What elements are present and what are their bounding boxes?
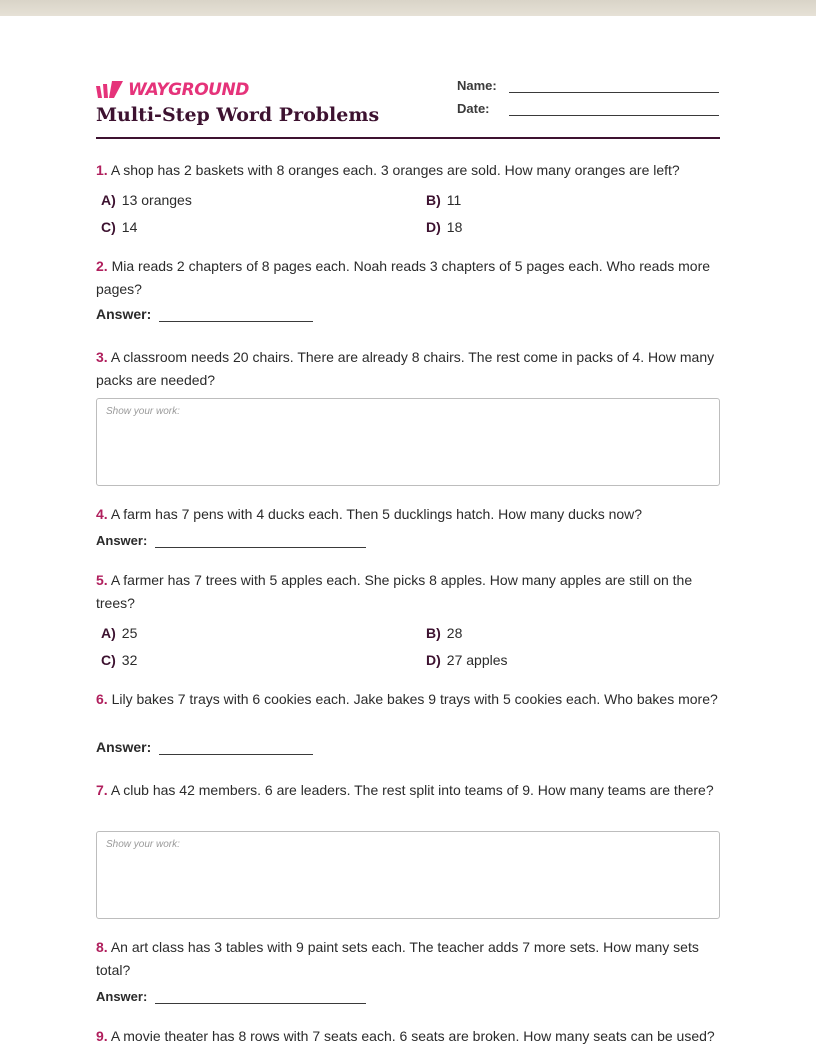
question-9	[96, 1025, 720, 1048]
option-c[interactable]: C) 32	[101, 652, 138, 668]
question-text: A shop has 2 baskets with 8 oranges each. 3 oranges are sold. How many oranges are left?	[110, 162, 680, 178]
question-number: 4.	[96, 506, 108, 522]
option-d[interactable]: D) 27 apples	[426, 652, 508, 668]
question-7	[96, 779, 720, 802]
wayground-logo-icon	[96, 81, 124, 99]
question-4	[96, 503, 720, 526]
work-box-placeholder: Show your work:	[106, 839, 180, 850]
date-field-line[interactable]	[509, 103, 719, 116]
date-label: Date:	[457, 101, 490, 116]
header-divider	[96, 137, 720, 139]
option-a[interactable]: A) 13 oranges	[101, 192, 192, 208]
question-6-answer	[96, 739, 313, 755]
question-number: 2.	[96, 258, 108, 274]
answer-label: Answer:	[96, 739, 152, 755]
answer-label: Answer:	[96, 533, 148, 548]
question-number: 6.	[96, 691, 108, 707]
question-8-answer	[96, 989, 366, 1004]
question-8	[96, 936, 720, 981]
question-number: 7.	[96, 782, 108, 798]
answer-line[interactable]	[155, 533, 366, 548]
question-text: Mia reads 2 chapters of 8 pages each. Noah reads 3 chapters of 5 pages each. Who reads more pages?	[96, 258, 711, 297]
option-c[interactable]: C) 14	[101, 219, 138, 235]
viewer-top-bar	[0, 0, 816, 16]
answer-label: Answer:	[96, 306, 152, 322]
brand-logo	[96, 80, 249, 100]
question-text: A movie theater has 8 rows with 7 seats each. 6 seats are broken. How many seats can be used?	[110, 1028, 715, 1044]
question-text: A classroom needs 20 chairs. There are already 8 chairs. The rest come in packs of 4. How many packs are needed?	[96, 349, 715, 388]
answer-line[interactable]	[159, 740, 313, 755]
brand-name: WAYGROUND	[128, 80, 249, 100]
option-d[interactable]: D) 18	[426, 219, 463, 235]
question-text: A farm has 7 pens with 4 ducks each. Then 5 ducklings hatch. How many ducks now?	[110, 506, 643, 522]
question-1	[96, 159, 720, 182]
question-text: A farmer has 7 trees with 5 apples each. She picks 8 apples. How many apples are still on the trees?	[96, 572, 693, 611]
question-number: 3.	[96, 349, 108, 365]
worksheet-header	[96, 78, 720, 138]
question-6	[96, 688, 720, 711]
answer-line[interactable]	[159, 307, 313, 322]
question-2	[96, 255, 720, 300]
question-5	[96, 569, 720, 614]
page-title: Multi-Step Word Problems	[96, 104, 380, 126]
option-b[interactable]: B) 11	[426, 192, 462, 208]
answer-label: Answer:	[96, 989, 148, 1004]
question-2-answer	[96, 306, 313, 322]
question-text: A club has 42 members. 6 are leaders. The rest split into teams of 9. How many teams are there?	[110, 782, 714, 798]
question-3	[96, 346, 720, 391]
date-row	[457, 101, 719, 116]
question-number: 9.	[96, 1028, 108, 1044]
work-box[interactable]	[96, 831, 720, 919]
question-4-answer	[96, 533, 366, 548]
question-number: 8.	[96, 939, 108, 955]
name-field-line[interactable]	[509, 80, 719, 93]
name-label: Name:	[457, 78, 497, 93]
name-row	[457, 78, 719, 93]
answer-line[interactable]	[155, 989, 366, 1004]
question-number: 5.	[96, 572, 108, 588]
work-box[interactable]	[96, 398, 720, 486]
question-number: 1.	[96, 162, 108, 178]
work-box-placeholder: Show your work:	[106, 406, 180, 417]
question-text: Lily bakes 7 trays with 6 cookies each. Jake bakes 9 trays with 5 cookies each. Who bakes more?	[111, 691, 718, 707]
question-text: An art class has 3 tables with 9 paint sets each. The teacher adds 7 more sets. How many sets total?	[96, 939, 699, 978]
option-a[interactable]: A) 25	[101, 625, 138, 641]
option-b[interactable]: B) 28	[426, 625, 463, 641]
